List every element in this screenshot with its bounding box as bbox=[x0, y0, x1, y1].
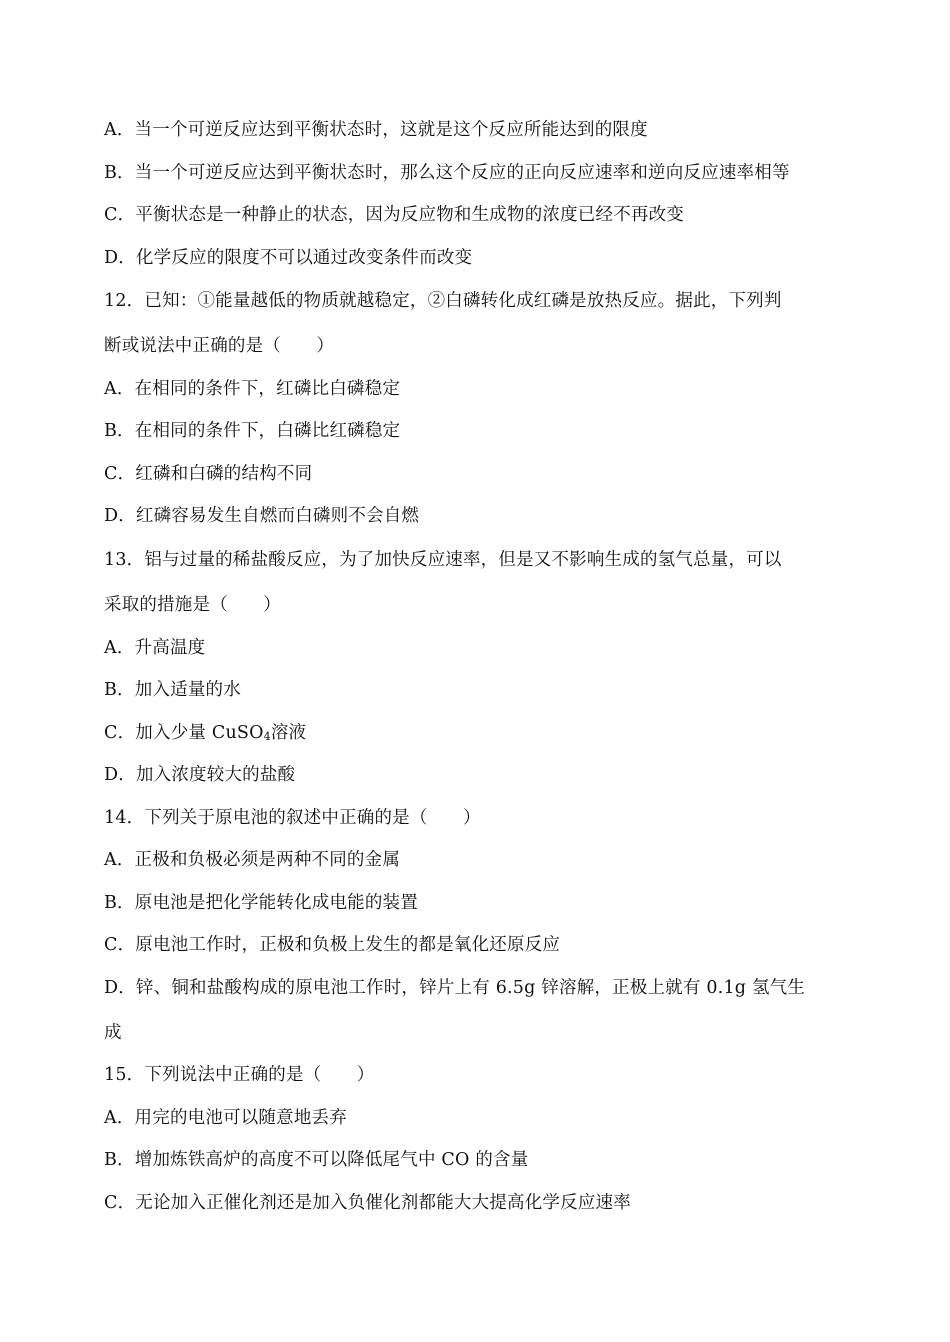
q13-option-b: B．加入适量的水 bbox=[104, 680, 241, 700]
q14-option-c: C．原电池工作时，正极和负极上发生的都是氧化还原反应 bbox=[104, 935, 561, 955]
q11-option-b: B．当一个可逆反应达到平衡状态时，那么这个反应的正向反应速率和逆向反应速率相等 bbox=[104, 163, 790, 183]
q12-stem-line-2: 断或说法中正确的是（ ） bbox=[104, 336, 335, 356]
q14-stem: 14．下列关于原电池的叙述中正确的是（ ） bbox=[104, 808, 481, 828]
q12-option-b: B．在相同的条件下，白磷比红磷稳定 bbox=[104, 421, 401, 441]
q12-stem-line-1: 12．已知：①能量越低的物质就越稳定，②白磷转化成红磷是放热反应。据此，下列判 bbox=[104, 291, 782, 311]
q12-option-c: C．红磷和白磷的结构不同 bbox=[104, 464, 313, 484]
q15-option-b: B．增加炼铁高炉的高度不可以降低尾气中 CO 的含量 bbox=[104, 1150, 529, 1170]
q11-option-c: C．平衡状态是一种静止的状态，因为反应物和生成物的浓度已经不再改变 bbox=[104, 205, 684, 225]
q12-option-d: D．红磷容易发生自燃而白磷则不会自燃 bbox=[104, 506, 420, 526]
q11-option-a: A．当一个可逆反应达到平衡状态时，这就是这个反应所能达到的限度 bbox=[104, 120, 648, 140]
q14-option-a: A．正极和负极必须是两种不同的金属 bbox=[104, 850, 401, 870]
q13-stem-line-1: 13．铝与过量的稀盐酸反应，为了加快反应速率，但是又不影响生成的氢气总量，可以 bbox=[104, 550, 782, 570]
formula-subscript: 4 bbox=[263, 730, 271, 743]
q13-option-c-text: C．加入少量 CuSO bbox=[104, 723, 264, 743]
q15-option-c: C．无论加入正催化剂还是加入负催化剂都能大大提高化学反应速率 bbox=[104, 1193, 631, 1213]
q15-option-a: A．用完的电池可以随意地丢弃 bbox=[104, 1108, 347, 1128]
q14-option-d-line-2: 成 bbox=[104, 1023, 122, 1043]
q14-option-d-line-1: D．锌、铜和盐酸构成的原电池工作时，锌片上有 6.5g 锌溶解，正极上就有 0.1g 氢气生 bbox=[104, 978, 806, 998]
q14-option-b: B．原电池是把化学能转化成电能的装置 bbox=[104, 893, 418, 913]
q13-option-c-text-after: 溶液 bbox=[270, 723, 307, 743]
q13-stem-line-2: 采取的措施是（ ） bbox=[104, 595, 281, 615]
q13-option-c bbox=[104, 721, 306, 745]
q13-option-a: A．升高温度 bbox=[104, 638, 206, 658]
q12-option-a: A．在相同的条件下，红磷比白磷稳定 bbox=[104, 379, 401, 399]
q11-option-d: D．化学反应的限度不可以通过改变条件而改变 bbox=[104, 248, 473, 268]
q13-option-d: D．加入浓度较大的盐酸 bbox=[104, 765, 296, 785]
q15-stem: 15．下列说法中正确的是（ ） bbox=[104, 1065, 375, 1085]
